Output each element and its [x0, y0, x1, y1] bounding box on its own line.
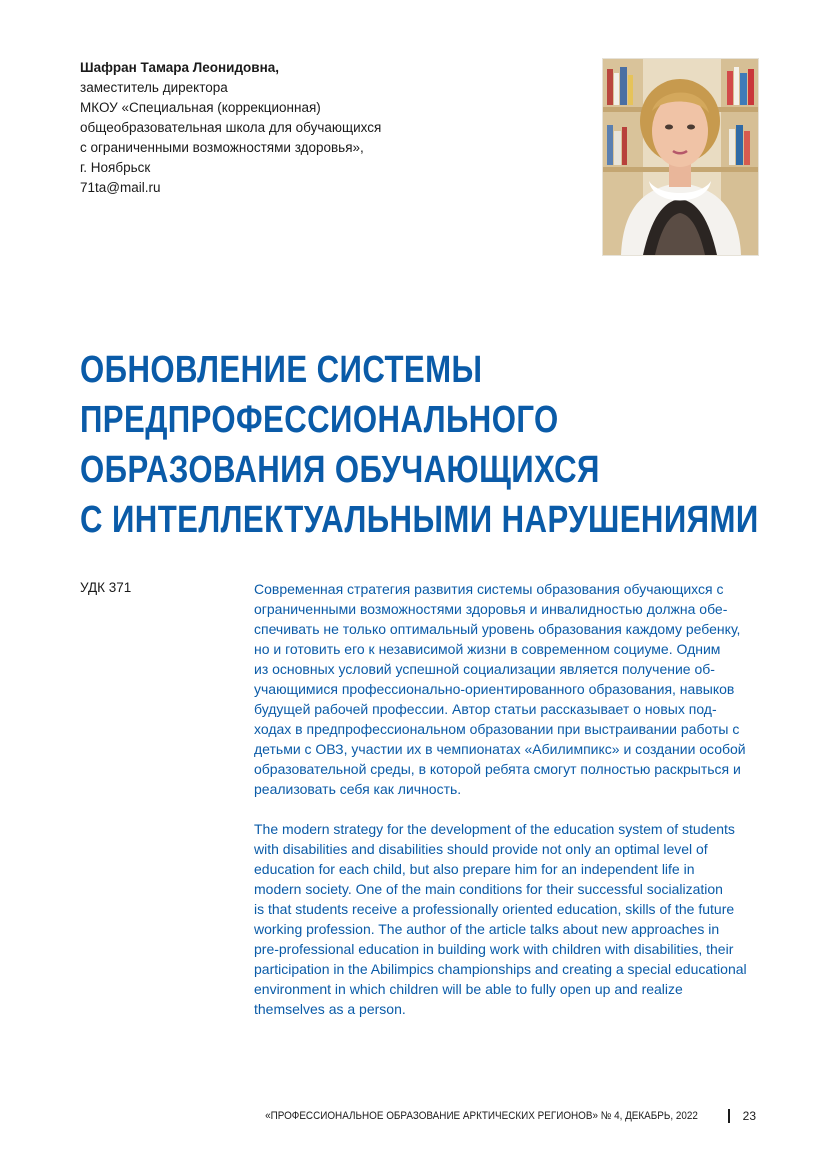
abstract-line: modern society. One of the main conditions for their successful socialization [254, 881, 723, 897]
abstract-line: ограниченными возможностями здоровья и инвалидностью должна обе- [254, 601, 728, 617]
udk-code: УДК 371 [80, 580, 132, 595]
abstract-line: образовательной среды, в которой ребята смогут полностью раскрыться и [254, 761, 741, 777]
abstract-line: детьми с ОВЗ, участии их в чемпионатах «Абилимпикс» и создании особой [254, 741, 746, 757]
author-organization-line-1: МКОУ «Специальная (коррекционная) [80, 100, 321, 115]
abstract-line: pre-professional education in building work with children with disabilities, their [254, 941, 734, 957]
author-name: Шафран Тамара Леонидовна, [80, 60, 279, 75]
abstract-line: но и готовить его к независимой жизни в современном социуме. Одним [254, 641, 721, 657]
abstract-line: будущей рабочей профессии. Автор статьи рассказывает о новых под- [254, 701, 717, 717]
author-email: 71ta@mail.ru [80, 180, 161, 195]
author-organization-line-2: общеобразовательная школа для обучающихся [80, 120, 382, 135]
journal-name: «ПРОФЕССИОНАЛЬНОЕ ОБРАЗОВАНИЕ АРКТИЧЕСКИХ РЕГИОНОВ» № 4, ДЕКАБРЬ, 2022 [265, 1110, 698, 1122]
abstract-line: with disabilities and disabilities should provide not only an optimal level of [254, 841, 708, 857]
abstract-line: Современная стратегия развития системы образования обучающихся с [254, 581, 724, 597]
abstract-english [254, 819, 764, 1019]
article-title [80, 345, 759, 545]
abstract-line: из основных условий успешной социализации является получение об- [254, 661, 715, 677]
author-organization-line-3: с ограниченными возможностями здоровья», [80, 140, 364, 155]
abstract-line: The modern strategy for the development of the education system of students [254, 821, 735, 837]
article-title-line: ОБНОВЛЕНИЕ СИСТЕМЫ [80, 349, 483, 391]
page-footer [265, 1108, 760, 1126]
footer-divider [728, 1109, 730, 1123]
article-title-line: ОБРАЗОВАНИЯ ОБУЧАЮЩИХСЯ [80, 449, 600, 491]
abstract-line: учающимися профессионально-ориентированного образования, навыков [254, 681, 735, 697]
abstract-line: participation in the Abilimpics championships and creating a special educational [254, 961, 747, 977]
abstract-line: реализовать себя как личность. [254, 781, 462, 797]
abstract-line: ходах в предпрофессиональном образовании при выстраивании работы с [254, 721, 740, 737]
abstract-line: education for each child, but also prepare him for an independent life in [254, 861, 695, 877]
abstract-line: environment in which children will be able to fully open up and realize [254, 981, 683, 997]
abstract-line: is that students receive a professionally oriented education, skills of the future [254, 901, 735, 917]
abstract-line: themselves as a person. [254, 1001, 406, 1017]
article-title-line: С ИНТЕЛЛЕКТУАЛЬНЫМИ НАРУШЕНИЯМИ [80, 499, 759, 541]
author-block [80, 58, 500, 198]
author-photo [602, 58, 759, 256]
author-city: г. Ноябрьск [80, 160, 151, 175]
page-number: 23 [742, 1109, 756, 1123]
author-position: заместитель директора [80, 80, 228, 95]
abstract-russian [254, 579, 764, 799]
article-title-line: ПРЕДПРОФЕССИОНАЛЬНОГО [80, 399, 559, 441]
abstract-line: спечивать не только оптимальный уровень образования каждому ребенку, [254, 621, 741, 637]
abstract-line: working profession. The author of the article talks about new approaches in [254, 921, 720, 937]
